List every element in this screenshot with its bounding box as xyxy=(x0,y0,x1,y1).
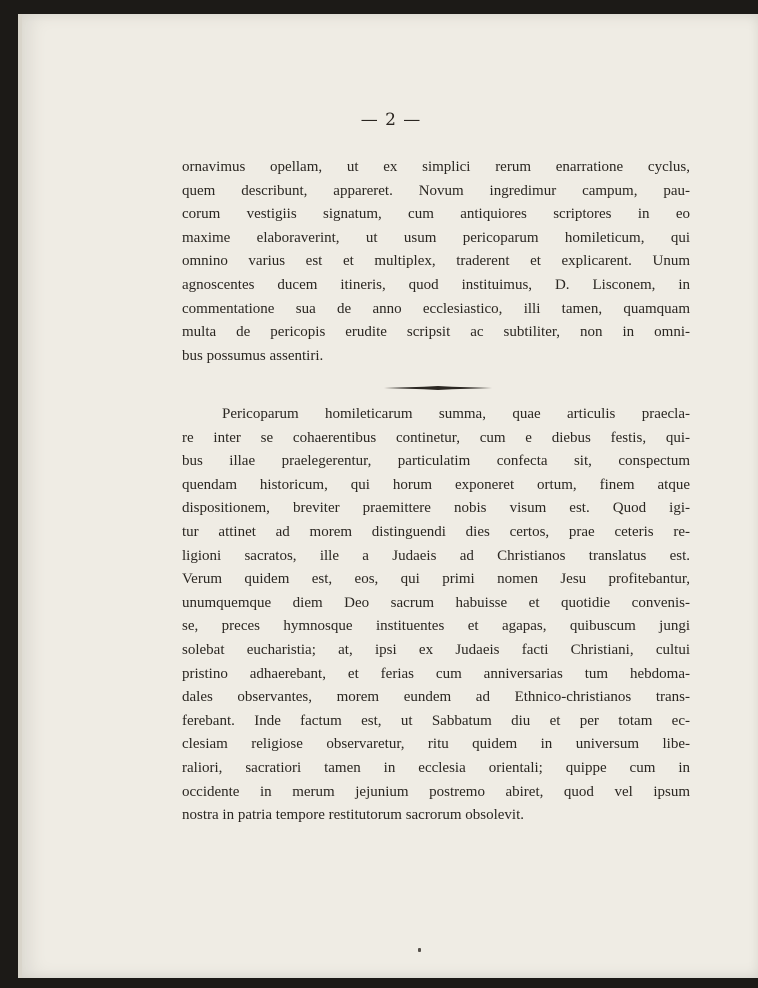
paper-speck xyxy=(418,948,421,952)
text-line: agnoscentes ducem itineris, quod instituimus, D. Lisconem, in xyxy=(182,276,690,293)
text-line: commentatione sua de anno ecclesiastico, illi tamen, quamquam xyxy=(182,300,690,317)
text-line: ferebant. Inde factum est, ut Sabbatum diu et per totam ec- xyxy=(182,712,690,729)
text-line: tur attinet ad morem distinguendi dies certos, prae ceteris re- xyxy=(182,523,690,540)
text-line: se, preces hymnosque instituentes et agapas, quibuscum jungi xyxy=(182,618,690,635)
text-line: clesiam religiose observaretur, ritu quidem in universum libe- xyxy=(182,736,690,753)
text-line: dales observantes, morem eundem ad Ethnico-christianos trans- xyxy=(182,689,690,706)
book-page xyxy=(18,14,758,978)
text-line: Verum quidem est, eos, qui primi nomen Jesu profitebantur, xyxy=(182,571,690,588)
text-line: unumquemque diem Deo sacrum habuisse et quotidie convenis- xyxy=(182,594,690,611)
text-line: bus illae praelegerentur, particulatim confecta sit, conspectum xyxy=(182,453,690,470)
text-line: omnino varius est et multiplex, traderent et explicarent. Unum xyxy=(182,253,690,270)
text-line: multa de pericopis erudite scripsit ac subtiliter, non in omni- xyxy=(182,324,690,341)
paragraph-2 xyxy=(182,403,690,828)
text-line: quendam historicum, qui horum exponeret ortum, finem atque xyxy=(182,476,690,493)
text-line: Pericoparum homileticarum summa, quae articulis praecla- xyxy=(222,406,690,422)
text-line: re inter se cohaerentibus continetur, cum e diebus festis, qui- xyxy=(182,429,690,446)
text-line: ligioni sacratos, ille a Judaeis ad Christianos translatus est. xyxy=(182,547,690,564)
text-line: bus possumus assentiri. xyxy=(182,347,324,364)
paragraph-1 xyxy=(182,156,690,368)
section-divider-ornament xyxy=(384,386,492,390)
text-line: ornavimus opellam, ut ex simplici rerum enarratione cyclus, xyxy=(182,159,690,175)
text-line: solebat eucharistia; at, ipsi ex Judaeis facti Christiani, cultui xyxy=(182,641,690,658)
text-line: quem describunt, appareret. Novum ingredimur campum, pau- xyxy=(182,182,690,199)
text-line: dispositionem, breviter praemittere nobis visum est. Quod igi- xyxy=(182,500,690,517)
text-line: raliori, sacratiori tamen in ecclesia orientali; quippe cum in xyxy=(182,759,690,776)
text-line: nostra in patria tempore restitutorum sacrorum obsolevit. xyxy=(182,807,524,824)
text-line: maxime elaboraverint, ut usum pericoparum homileticum, qui xyxy=(182,229,690,246)
page-number: — 2 — xyxy=(360,110,422,130)
text-line: occidente in merum jejunium postremo abiret, quod vel ipsum xyxy=(182,783,690,800)
text-line: corum vestigiis signatum, cum antiquiores scriptores in eo xyxy=(182,206,690,223)
text-line: pristino adhaerebant, et ferias cum anniversarias tum hebdoma- xyxy=(182,665,690,682)
